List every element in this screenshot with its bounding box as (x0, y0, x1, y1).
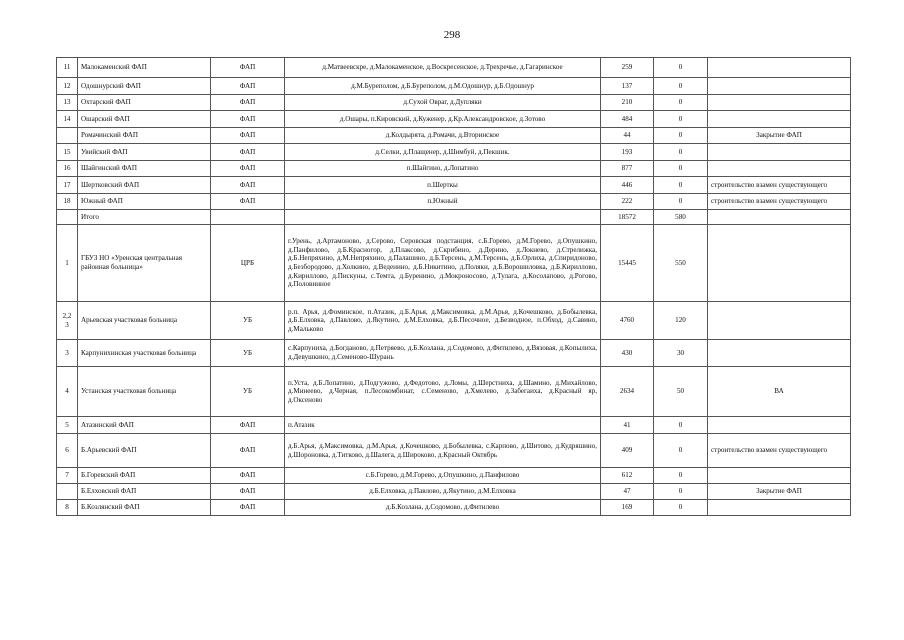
page-number: 298 (443, 29, 461, 41)
population-cell: 222 (601, 194, 654, 210)
facility-type-cell: ЦРБ (211, 225, 285, 302)
population-cell: 2634 (601, 367, 654, 417)
service-area-cell: д.Б.Козлана, д.Содомово, д.Фитилево (285, 500, 601, 516)
facility-type-cell: ФАП (211, 144, 285, 161)
service-area-cell: с.Б.Горево, д.М.Горево, д.Опушкино, д.Панфилово (285, 468, 601, 484)
note-cell (708, 161, 851, 177)
service-area-cell: с.Карпуниха, д.Богданово, д.Петряево, д.Б.Козлана, д.Содомово, д.Фитилево, д.Вязовая, д.Копылиха, д.Девушкино, д.Семеново-Шурань (285, 340, 601, 367)
note-cell (708, 210, 851, 225)
population-cell: 169 (601, 500, 654, 516)
service-area-cell: д.Ошары, п.Кировский, д.Куженер, д.Кр.Александровское, д.Зотово (285, 111, 601, 128)
note-cell (708, 302, 851, 340)
row-number-cell: 3 (57, 340, 78, 367)
population-cell: 446 (601, 177, 654, 194)
beds-cell: 0 (654, 484, 708, 500)
table-row (57, 95, 851, 111)
table-row (57, 177, 851, 194)
population-cell: 612 (601, 468, 654, 484)
row-number-cell: 1 (57, 225, 78, 302)
service-area-cell: д.Селки, д.Плащенер, д.Шимбуй, д.Пекшик. (285, 144, 601, 161)
facility-type-cell: ФАП (211, 58, 285, 78)
facility-name-cell: Шертковский ФАП (78, 177, 211, 194)
beds-cell: 0 (654, 144, 708, 161)
table-row (57, 161, 851, 177)
note-cell: строительство взамен существующего (708, 434, 851, 468)
facility-type-cell: УБ (211, 302, 285, 340)
beds-cell: 0 (654, 434, 708, 468)
row-number-cell: 4 (57, 367, 78, 417)
table-row (57, 500, 851, 516)
service-area-cell: п.Уста, д.Б.Лопатино, д.Подгужово, д.Федотово, д.Ломы, д.Шерстниха, д.Шамино, д.Михайлово, д.Минеево, д.Черная, п.Лесокомбинат, с.Семеново, д.Хмелево, д.Забегаиха, д.Красный яр, д.Оксеново (285, 367, 601, 417)
facility-type-cell: ФАП (211, 78, 285, 95)
facility-type-cell: ФАП (211, 95, 285, 111)
table-row (57, 302, 851, 340)
population-cell: 137 (601, 78, 654, 95)
table-row (57, 78, 851, 95)
population-cell: 484 (601, 111, 654, 128)
facility-name-cell: Ромачинский ФАП (78, 128, 211, 144)
facilities-table (56, 57, 851, 516)
facility-type-cell: ФАП (211, 500, 285, 516)
facility-type-cell: ФАП (211, 111, 285, 128)
row-number-cell: 6 (57, 434, 78, 468)
facility-type-cell: ФАП (211, 128, 285, 144)
facility-name-cell: Арьевская участковая больница (78, 302, 211, 340)
row-number-cell: 13 (57, 95, 78, 111)
service-area-cell: п.Шерткы (285, 177, 601, 194)
facility-type-cell: ФАП (211, 161, 285, 177)
note-cell (708, 500, 851, 516)
population-cell: 193 (601, 144, 654, 161)
table-row (57, 111, 851, 128)
beds-cell: 0 (654, 177, 708, 194)
population-cell: 44 (601, 128, 654, 144)
population-cell: 18572 (601, 210, 654, 225)
row-number-cell: 18 (57, 194, 78, 210)
facility-name-cell: Б.Арьевский ФАП (78, 434, 211, 468)
facility-name-cell: Шайгинский ФАП (78, 161, 211, 177)
beds-cell: 120 (654, 302, 708, 340)
row-number-cell: 16 (57, 161, 78, 177)
population-cell: 430 (601, 340, 654, 367)
beds-cell: 30 (654, 340, 708, 367)
facility-name-cell: Устанская участковая больница (78, 367, 211, 417)
beds-cell: 0 (654, 95, 708, 111)
beds-cell: 0 (654, 468, 708, 484)
service-area-cell: р.п. Арья, д.Фоминское, п.Атазик, д.Б.Арья, д.Максимовка, д.М.Арья, д.Кочешково, д.Бобылевка, д.Б.Елховка, д.Павлово, д.Якутино, д.М.Елховка, д.Б.Песочное, д.Безводное, п.Обход, д.Савино, д.Мальково (285, 302, 601, 340)
row-number-cell: 12 (57, 78, 78, 95)
service-area-cell: п.Южный (285, 194, 601, 210)
facility-type-cell: ФАП (211, 177, 285, 194)
table-row (57, 367, 851, 417)
beds-cell: 0 (654, 78, 708, 95)
facility-name-cell: Итого (78, 210, 211, 225)
facility-name-cell: Б.Елховский ФАП (78, 484, 211, 500)
service-area-cell: д.Б.Арья, д.Максимовка, д.М.Арья, д.Кочешково, д.Бобылевка, с.Карпово, д.Шитово, д.Кудряшино, д.Шороновка, д.Титково, д.Шалега, д.Широково, д.Красный Октябрь (285, 434, 601, 468)
table-row (57, 194, 851, 210)
note-cell: Закрытие ФАП (708, 484, 851, 500)
service-area-cell: п.Атазик (285, 417, 601, 434)
beds-cell: 550 (654, 225, 708, 302)
table-row (57, 210, 851, 225)
population-cell: 409 (601, 434, 654, 468)
facility-type-cell: ФАП (211, 194, 285, 210)
table-row (57, 468, 851, 484)
facility-name-cell: Увийский ФАП (78, 144, 211, 161)
note-cell (708, 95, 851, 111)
row-number-cell (57, 210, 78, 225)
facility-type-cell (211, 210, 285, 225)
facility-type-cell: ФАП (211, 484, 285, 500)
row-number-cell: 17 (57, 177, 78, 194)
table-row (57, 484, 851, 500)
row-number-cell: 8 (57, 500, 78, 516)
note-cell: ВА (708, 367, 851, 417)
service-area-cell: д.М.Буреполом, д.Б.Буреполом, д.М.Одошнур, д.Б.Одошнур (285, 78, 601, 95)
facility-name-cell: Б.Горевский ФАП (78, 468, 211, 484)
row-number-cell: 7 (57, 468, 78, 484)
row-number-cell (57, 484, 78, 500)
population-cell: 47 (601, 484, 654, 500)
table-row (57, 225, 851, 302)
beds-cell: 0 (654, 58, 708, 78)
table-row (57, 434, 851, 468)
row-number-cell: 14 (57, 111, 78, 128)
table-body (57, 58, 851, 516)
facility-name-cell: ГБУЗ НО «Уренская центральная районная больница» (78, 225, 211, 302)
beds-cell: 0 (654, 194, 708, 210)
beds-cell: 50 (654, 367, 708, 417)
facility-type-cell: УБ (211, 340, 285, 367)
note-cell (708, 144, 851, 161)
facility-name-cell: Одошнурский ФАП (78, 78, 211, 95)
note-cell: строительство взамен существующего (708, 194, 851, 210)
beds-cell: 0 (654, 111, 708, 128)
table-row (57, 340, 851, 367)
service-area-cell: д.Б.Елховка, д.Павлово, д.Якутино, д.М.Елховка (285, 484, 601, 500)
note-cell (708, 225, 851, 302)
row-number-cell: 11 (57, 58, 78, 78)
row-number-cell: 15 (57, 144, 78, 161)
note-cell: Закрытие ФАП (708, 128, 851, 144)
beds-cell: 0 (654, 500, 708, 516)
note-cell (708, 340, 851, 367)
facility-name-cell: Карпунихинская участковая больница (78, 340, 211, 367)
facility-name-cell: Охтарский ФАП (78, 95, 211, 111)
table-row (57, 58, 851, 78)
table-row (57, 128, 851, 144)
beds-cell: 0 (654, 161, 708, 177)
table-row (57, 417, 851, 434)
row-number-cell (57, 128, 78, 144)
beds-cell: 0 (654, 417, 708, 434)
table-row (57, 144, 851, 161)
service-area-cell: г.Урень, д.Артамоново, д.Серово, Серовская подстанция, с.Б.Горево, д.М.Горево, д.Опушкино, д.Панфилово, д.Б.Красногор, д.Плаксово, д.Скрибино, д.Дерино, д.Локнево, д.Стрелижка, д.Б.Непряхино, д.М.Непряхино, д.Палашино, д.Б.Терсень, д.М.Терсень, д.Б.Орлиха, д.Спиридоново, д.Безбородово, д.Холкино, д.Веденино, д.Б.Никитино, д.Поляки, д.Б.Ворошиловка, д.Б.Кириллово, д.Кириллово, д.Пискуны, с.Темта, д.Буренино, д.Мокроносово, д.Тулага, д.Косолапово, д.Рогово, д.Половинное (285, 225, 601, 302)
note-cell (708, 417, 851, 434)
service-area-cell: д.Матвеевскре, д.Малокаменское, д.Воскресенское, д.Трехречье, д.Гагаринское (285, 58, 601, 78)
facility-name-cell: Ошарский ФАП (78, 111, 211, 128)
population-cell: 4760 (601, 302, 654, 340)
population-cell: 259 (601, 58, 654, 78)
row-number-cell: 5 (57, 417, 78, 434)
population-cell: 877 (601, 161, 654, 177)
population-cell: 41 (601, 417, 654, 434)
facility-name-cell: Малокаменский ФАП (78, 58, 211, 78)
beds-cell: 580 (654, 210, 708, 225)
facility-type-cell: ФАП (211, 468, 285, 484)
service-area-cell: п.Шайгино, д.Лопатино (285, 161, 601, 177)
population-cell: 210 (601, 95, 654, 111)
note-cell: строительство взамен существующего (708, 177, 851, 194)
row-number-cell: 2,2 3 (57, 302, 78, 340)
service-area-cell (285, 210, 601, 225)
beds-cell: 0 (654, 128, 708, 144)
note-cell (708, 111, 851, 128)
note-cell (708, 78, 851, 95)
population-cell: 15445 (601, 225, 654, 302)
service-area-cell: д.Колдырята, д.Ромачи, д.Вторинское (285, 128, 601, 144)
facility-type-cell: ФАП (211, 417, 285, 434)
facility-type-cell: УБ (211, 367, 285, 417)
note-cell (708, 468, 851, 484)
note-cell (708, 58, 851, 78)
facility-name-cell: Атазинский ФАП (78, 417, 211, 434)
service-area-cell: д.Сухой Овраг, д.Дупляки (285, 95, 601, 111)
facility-name-cell: Южный ФАП (78, 194, 211, 210)
facility-name-cell: Б.Козлянский ФАП (78, 500, 211, 516)
facility-type-cell: ФАП (211, 434, 285, 468)
